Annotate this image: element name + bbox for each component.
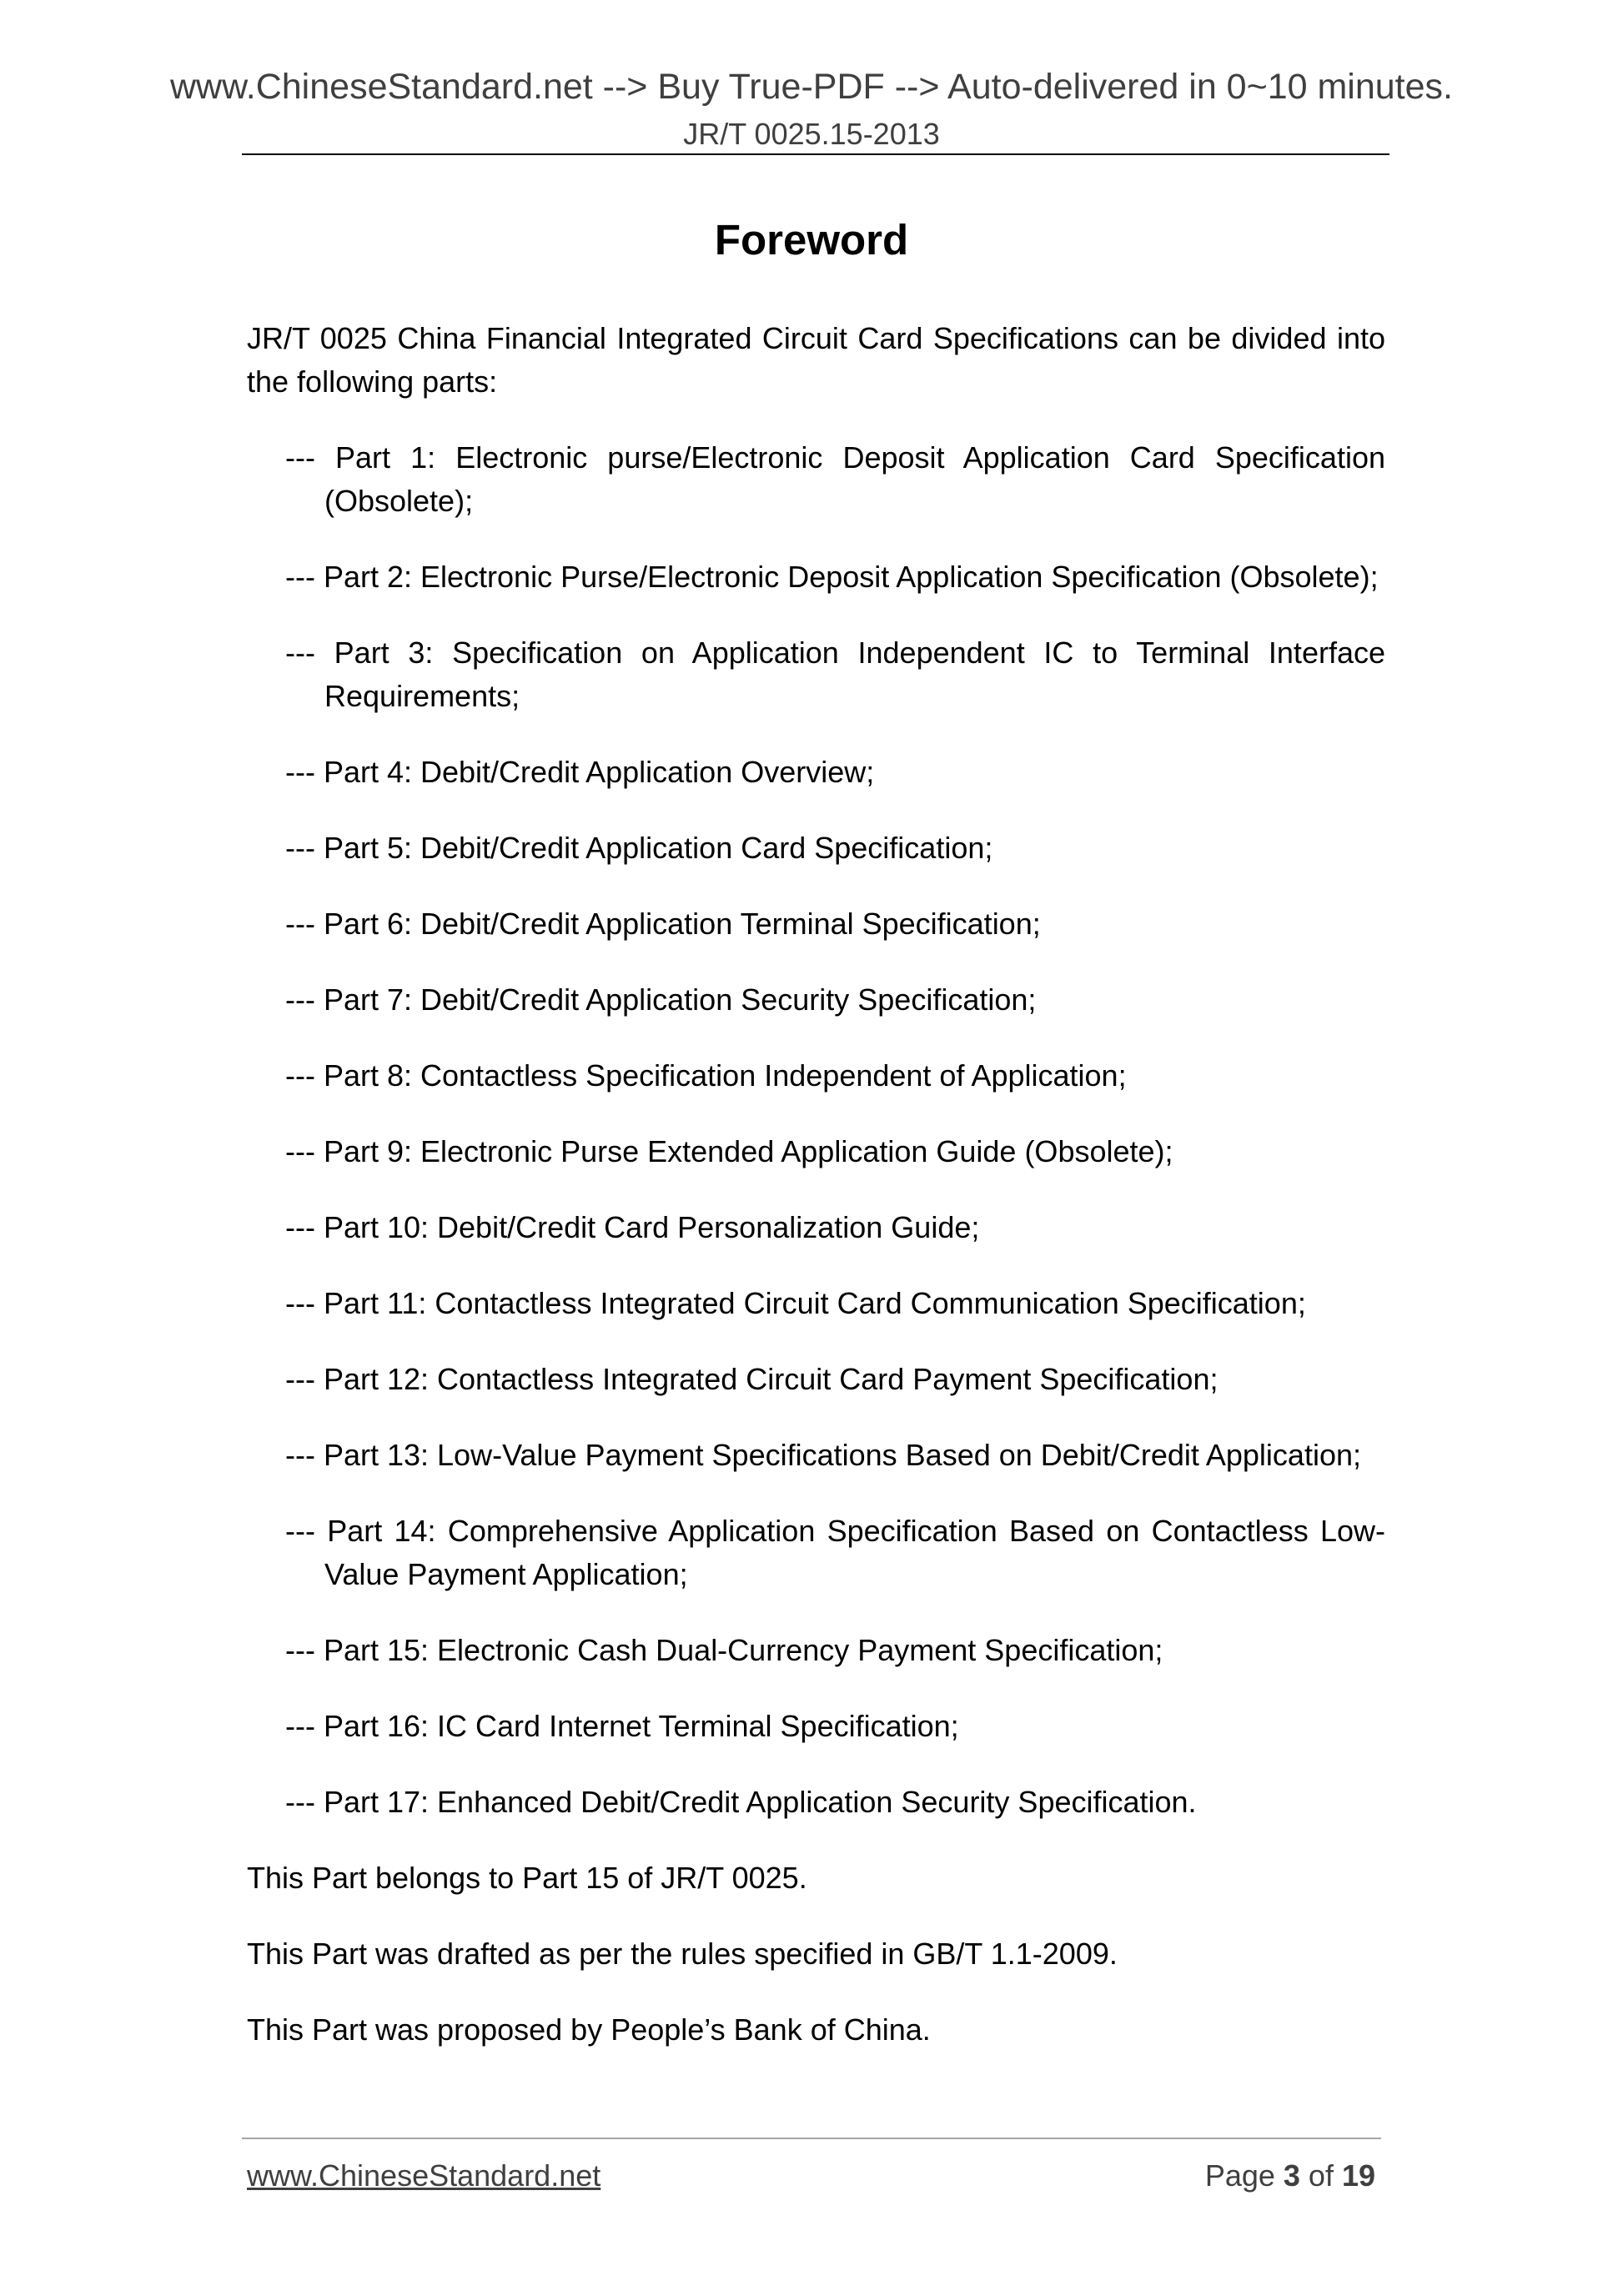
footer-divider xyxy=(242,2138,1381,2139)
closing-paragraph: This Part was drafted as per the rules specified in GB/T 1.1-2009. xyxy=(247,1937,1118,1971)
part-list-item: --- Part 10: Debit/Credit Card Personalization Guide; xyxy=(285,1210,980,1244)
part-list-item: --- Part 7: Debit/Credit Application Security Specification; xyxy=(285,982,1037,1017)
footer-website-link[interactable]: www.ChineseStandard.net xyxy=(247,2158,601,2193)
part-list-item: --- Part 11: Contactless Integrated Circuit Card Communication Specification; xyxy=(285,1286,1306,1320)
part-list-item: --- Part 13: Low-Value Payment Specifications Based on Debit/Credit Application; xyxy=(285,1438,1361,1472)
closing-paragraph: This Part was proposed by People’s Bank of China. xyxy=(247,2012,931,2047)
page-number xyxy=(1205,2158,1375,2194)
page-total: 19 xyxy=(1341,2158,1375,2193)
part-list-item: --- Part 4: Debit/Credit Application Overview; xyxy=(285,755,875,789)
part-list-item: --- Part 12: Contactless Integrated Circuit Card Payment Specification; xyxy=(285,1362,1219,1396)
document-code: JR/T 0025.15-2013 xyxy=(683,117,940,151)
part-list-item: --- Part 16: IC Card Internet Terminal Specification; xyxy=(285,1709,959,1743)
part-list-item: --- Part 6: Debit/Credit Application Terminal Specification; xyxy=(285,907,1041,941)
part-list-item: --- Part 15: Electronic Cash Dual-Currency Payment Specification; xyxy=(285,1633,1163,1667)
header-divider xyxy=(242,153,1389,155)
header-banner: www.ChineseStandard.net --> Buy True-PDF --> Auto-delivered in 0~10 minutes. xyxy=(169,67,1453,107)
intro-paragraph: JR/T 0025 China Financial Integrated Circuit Card Specifications can be divided into the following parts: xyxy=(247,321,1385,399)
part-list-item: --- Part 3: Specification on Application Independent IC to Terminal Interface Requirements; xyxy=(285,636,1385,713)
page-separator: of xyxy=(1299,2158,1342,2193)
part-list-item: --- Part 5: Debit/Credit Application Card Specification; xyxy=(285,831,993,865)
page-label: Page xyxy=(1204,2158,1284,2193)
part-list-item: --- Part 14: Comprehensive Application Specification Based on Contactless Low-Value Payment Application; xyxy=(285,1514,1385,1591)
part-list-item: --- Part 1: Electronic purse/Electronic Deposit Application Card Specification (Obsolete); xyxy=(285,440,1385,518)
closing-paragraph: This Part belongs to Part 15 of JR/T 0025. xyxy=(247,1861,807,1895)
part-list-item: --- Part 17: Enhanced Debit/Credit Application Security Specification. xyxy=(285,1785,1197,1819)
part-list-item: --- Part 8: Contactless Specification Independent of Application; xyxy=(285,1058,1127,1093)
page-title: Foreword xyxy=(714,216,909,264)
page-current: 3 xyxy=(1283,2158,1300,2193)
part-list-item: --- Part 9: Electronic Purse Extended Application Guide (Obsolete); xyxy=(285,1134,1173,1168)
part-list-item: --- Part 2: Electronic Purse/Electronic Deposit Application Specification (Obsolete); xyxy=(285,560,1379,594)
